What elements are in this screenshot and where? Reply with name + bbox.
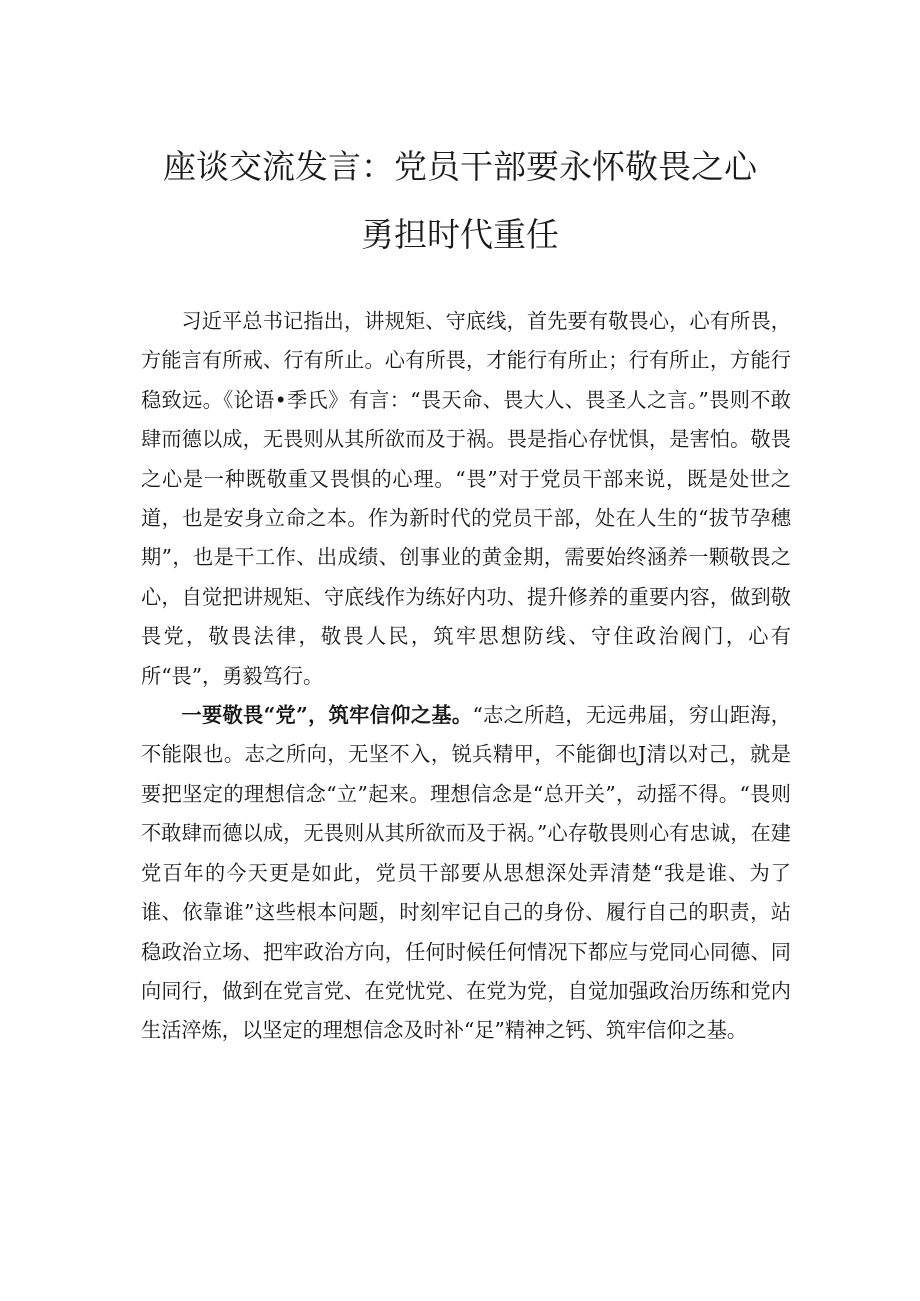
document-body: [141, 302, 791, 1051]
paragraph-intro-text: 习近平总书记指出，讲规矩、守底线，首先要有敬畏心，心有所畏，方能言有所戒、行有所止。心有所畏，才能行有所止；行有所止，方能行稳致远。《论语•季氏》有言：“畏天命、畏大人、畏圣人之言。”畏则不敢肆而德以成，无畏则从其所欲而及于祸。畏是指心存忧惧，是害怕。敬畏之心是一种既敬重又畏惧的心理。“畏”对于党员干部来说，既是处世之道，也是安身立命之本。作为新时代的党员干部，处在人生的“拔节孕穗期”，也是干工作、出成绩、创事业的黄金期，需要始终涵养一颗敬畏之心，自觉把讲规矩、守底线作为练好内功、提升修养的重要内容，做到敬畏党，敬畏法律，敬畏人民，筑牢思想防线、守住政治阀门，心有所“畏”，勇毅笃行。: [141, 309, 791, 688]
paragraph-point-1-heading: 一要敬畏“党”，筑牢信仰之基。: [181, 703, 473, 728]
document-title-line-2: 勇担时代重任: [361, 215, 559, 254]
paragraph-point-1-text: “志之所趋，无远弗届，穷山距海，不能限也。志之所向，无坚不入，锐兵精甲，不能御也J清以对己，就是要把坚定的理想信念“立”起来。理想信念是“总开关”，动摇不得。“畏则不敢肆而德以成，无畏则从其所欲而及于祸。”心存敬畏则心有忠诚，在建党百年的今天更是如此，党员干部要从思想深处弄清楚“我是谁、为了谁、依靠谁”这些根本问题，时刻牢记自己的身份、履行自己的职责，站稳政治立场、把牢政治方向，任何时候任何情况下都应与党同心同德、同向同行，做到在党言党、在党忧党、在党为党，自觉加强政治历练和党内生活淬炼，以坚定的理想信念及时补“足”精神之钙、筑牢信仰之基。: [141, 703, 791, 1043]
paragraph-point-1: [141, 696, 791, 1051]
document-title-line-1: 座谈交流发言：党员干部要永怀敬畏之心: [163, 147, 757, 186]
paragraph-intro: [141, 302, 791, 696]
